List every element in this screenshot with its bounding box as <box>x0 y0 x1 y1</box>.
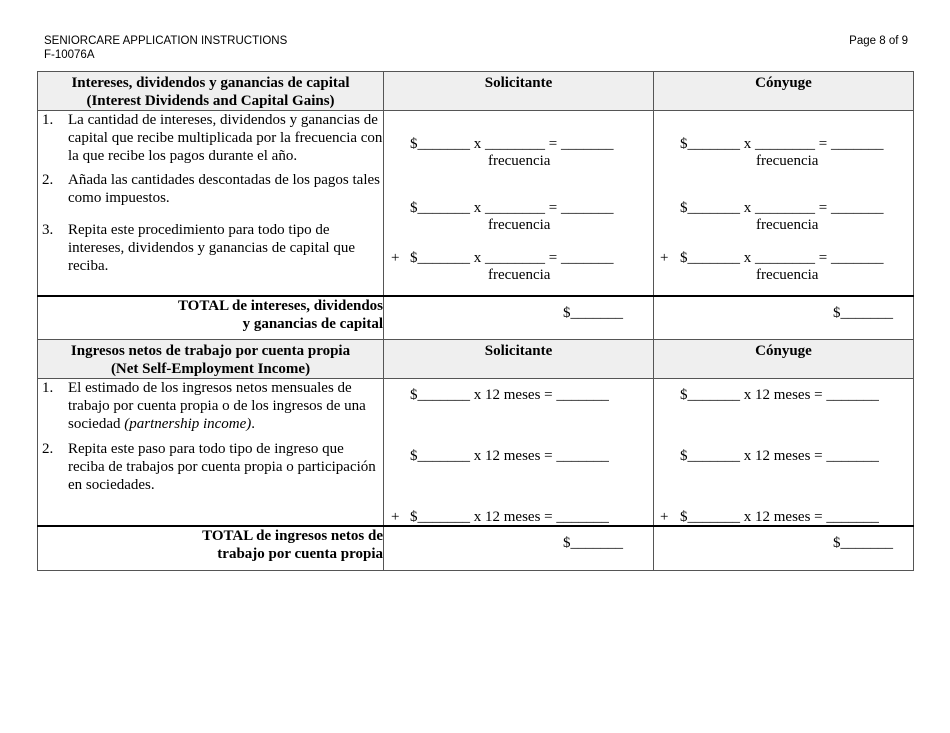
section2-spouse-header: Cónyuge <box>654 340 914 379</box>
spouse-frequency-label-1: frecuencia <box>756 153 819 169</box>
section2-total-row <box>38 526 914 571</box>
spouse-formula-2[interactable]: $_______ x ________ = _______ <box>680 200 884 216</box>
spouse-se-plus-sign: + <box>660 509 669 525</box>
section2-title-en: (Net Self-Employment Income) <box>110 361 311 377</box>
section1-total-label: TOTAL de intereses, dividendos y ganancias de capital <box>38 296 384 340</box>
applicant-formula-1[interactable]: $_______ x ________ = _______ <box>410 136 614 152</box>
applicant-se-plus-sign: + <box>391 509 400 525</box>
applicant-total-blank[interactable]: $_______ <box>563 305 623 321</box>
applicant-frequency-label-2: frecuencia <box>488 217 551 233</box>
spouse-frequency-label-2: frecuencia <box>756 217 819 233</box>
spouse-se-total-blank[interactable]: $_______ <box>833 535 893 551</box>
section2-applicant-total <box>384 526 654 571</box>
spouse-plus-sign: + <box>660 250 669 266</box>
applicant-se-formula-3[interactable]: $_______ x 12 meses = _______ <box>410 509 609 525</box>
section1-title-en: (Interest Dividends and Capital Gains) <box>86 93 335 109</box>
section1-title-es: Intereses, dividendos y ganancias de capital <box>71 75 350 91</box>
form-title: SENIORCARE APPLICATION INSTRUCTIONS <box>44 35 288 47</box>
applicant-se-formula-1[interactable]: $_______ x 12 meses = _______ <box>410 387 609 403</box>
applicant-se-total-blank[interactable]: $_______ <box>563 535 623 551</box>
section2-instructions <box>38 379 384 527</box>
applicant-formula-2[interactable]: $_______ x ________ = _______ <box>410 200 614 216</box>
section2-spouse-calc <box>654 379 914 527</box>
section2-item-1: 1. El estimado de los ingresos netos mensuales de trabajo por cuenta propia o de los ingresos de una sociedad (partnership income). <box>42 380 366 432</box>
spouse-formula-1[interactable]: $_______ x ________ = _______ <box>680 136 884 152</box>
applicant-frequency-label-1: frecuencia <box>488 153 551 169</box>
applicant-plus-sign: + <box>391 250 400 266</box>
section1-spouse-total <box>654 296 914 340</box>
section1-applicant-calc <box>384 111 654 297</box>
section2-title-es: Ingresos netos de trabajo por cuenta propia <box>70 343 351 359</box>
spouse-total-blank[interactable]: $_______ <box>833 305 893 321</box>
section2-applicant-calc <box>384 379 654 527</box>
income-worksheet-table <box>37 71 914 571</box>
spouse-se-formula-3[interactable]: $_______ x 12 meses = _______ <box>680 509 879 525</box>
spouse-frequency-label-3: frecuencia <box>756 267 819 283</box>
section2-body-row <box>38 379 914 527</box>
section1-applicant-total <box>384 296 654 340</box>
section1-body-row <box>38 111 914 297</box>
section1-item-1: 1. La cantidad de intereses, dividendos y ganancias de capital que recibe multiplicada por la frecuencia con la que recibe los pagos durante el año. <box>42 112 383 164</box>
spouse-se-formula-1[interactable]: $_______ x 12 meses = _______ <box>680 387 879 403</box>
section2-total-label: TOTAL de ingresos netos de trabajo por cuenta propia <box>38 526 384 571</box>
section1-instructions <box>38 111 384 297</box>
applicant-formula-3[interactable]: $_______ x ________ = _______ <box>410 250 614 266</box>
section1-item-2: 2. Añada las cantidades descontadas de los pagos tales como impuestos. <box>42 172 380 206</box>
spouse-se-formula-2[interactable]: $_______ x 12 meses = _______ <box>680 448 879 464</box>
section1-header-row <box>38 72 914 111</box>
section2-spouse-total <box>654 526 914 571</box>
page-number: Page 8 of 9 <box>849 35 908 47</box>
section1-title <box>38 72 384 111</box>
section2-header-row <box>38 340 914 379</box>
section1-applicant-header: Solicitante <box>384 72 654 111</box>
applicant-se-formula-2[interactable]: $_______ x 12 meses = _______ <box>410 448 609 464</box>
form-number: F-10076A <box>44 49 95 61</box>
section2-title <box>38 340 384 379</box>
section2-applicant-header: Solicitante <box>384 340 654 379</box>
applicant-frequency-label-3: frecuencia <box>488 267 551 283</box>
section1-item-3: 3. Repita este procedimiento para todo tipo de intereses, dividendos y ganancias de capital que reciba. <box>42 222 355 274</box>
section2-item-2: 2. Repita este paso para todo tipo de ingreso que reciba de trabajos por cuenta propia o participación en sociedades. <box>42 441 376 493</box>
section1-spouse-header: Cónyuge <box>654 72 914 111</box>
section1-total-row <box>38 296 914 340</box>
document-header <box>44 34 287 62</box>
spouse-formula-3[interactable]: $_______ x ________ = _______ <box>680 250 884 266</box>
section1-spouse-calc <box>654 111 914 297</box>
